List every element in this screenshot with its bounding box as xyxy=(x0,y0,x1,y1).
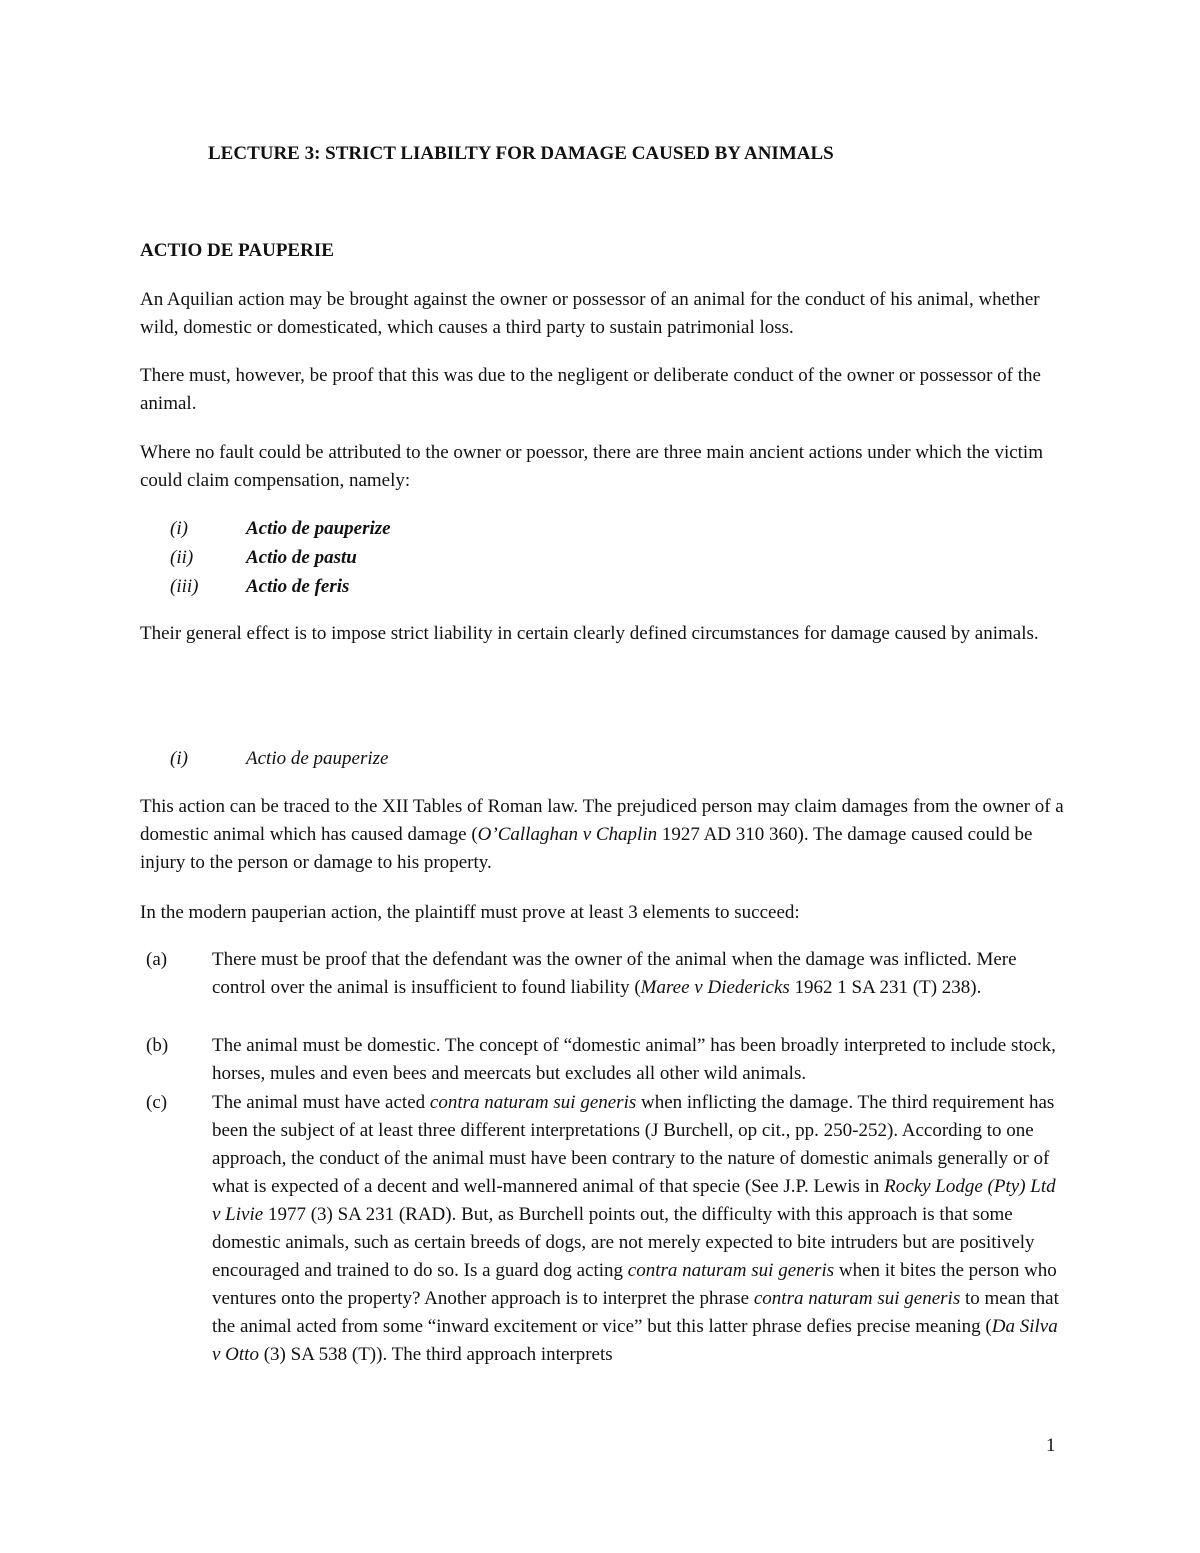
list-item-number: (i) xyxy=(170,518,188,539)
list-item-label: Actio de pastu xyxy=(246,547,357,568)
paragraph-general-effect: Their general effect is to impose strict liability in certain clearly defined circumstances for damage caused by animals. xyxy=(140,623,1039,644)
paragraph-proof: There must, however, be proof that this was due to the negligent or deliberate conduct of the owner or possessor of the animal. xyxy=(140,365,1041,414)
paragraph-aquilian-action: An Aquilian action may be brought against the owner or possessor of an animal for the conduct of his animal, whether wild, domestic or domesticated, which causes a third party to sustain patrimonial loss. xyxy=(140,289,1040,338)
document-title: LECTURE 3: STRICT LIABILTY FOR DAMAGE CAUSED BY ANIMALS xyxy=(208,143,834,164)
element-text: The animal must be domestic. The concept of “domestic animal” has been broadly interpreted to include stock, horses, mules and even bees and meercats but excludes all other wild animals. xyxy=(212,1035,1056,1084)
element-text: There must be proof that the defendant was the owner of the animal when the damage was inflicted. Mere control over the animal is insufficient to found liability (Maree v Diedericks 1962 1 SA 231 (T) 238). xyxy=(212,949,1017,998)
element-letter: (a) xyxy=(146,949,168,970)
paragraph-ancient-actions: Where no fault could be attributed to the owner or poessor, there are three main ancient actions under which the victim could claim compensation, namely: xyxy=(140,442,1043,491)
element-letter: (b) xyxy=(146,1035,169,1056)
case-citation: Maree v Diedericks xyxy=(640,977,790,998)
subsection-number: (i) xyxy=(170,748,188,769)
case-citation: Rocky Lodge (Pty) Ltd v Livie xyxy=(212,1176,1056,1225)
list-item-number: (ii) xyxy=(170,547,194,568)
paragraph-xii-tables: This action can be traced to the XII Tables of Roman law. The prejudiced person may claim damages from the owner of a domestic animal which has caused damage (O’Callaghan v Chaplin 1927 AD 310 360). The damage caused could be injury to the person or damage to his property. xyxy=(140,796,1064,873)
page-number: 1 xyxy=(1046,1435,1056,1456)
case-citation: O’Callaghan v Chaplin xyxy=(477,824,658,845)
list-item-number: (iii) xyxy=(170,576,199,597)
case-citation: Da Silva v Otto xyxy=(212,1316,1058,1365)
list-item-label: Actio de feris xyxy=(246,576,350,597)
list-item-label: Actio de pauperize xyxy=(246,518,391,539)
subsection-label: Actio de pauperize xyxy=(246,748,389,769)
element-letter: (c) xyxy=(146,1092,168,1113)
section-heading: ACTIO DE PAUPERIE xyxy=(140,240,334,261)
element-text: The animal must have acted contra naturam sui generis when inflicting the damage. The third requirement has been the subject of at least three different interpretations (J Burchell, op cit., pp. 250-252). According to one approach, the conduct of the animal must have been contrary to the nature of domestic animals generally or of what is expected of a decent and well-mannered animal of that specie (See J.P. Lewis in Rocky Lodge (Pty) Ltd v Livie 1977 (3) SA 231 (RAD). But, as Burchell points out, the difficulty with this approach is that some domestic animals, such as certain breeds of dogs, are not merely expected to bite intruders but are positively encouraged and trained to do so. Is a guard dog acting contra naturam sui generis when it bites the person who ventures onto the property? Another approach is to interpret the phrase contra naturam sui generis to mean that the animal acted from some “inward excitement or vice” but this latter phrase defies precise meaning (Da Silva v Otto (3) SA 538 (T)). The third approach interprets xyxy=(212,1092,1059,1365)
paragraph-modern-action: In the modern pauperian action, the plaintiff must prove at least 3 elements to succeed: xyxy=(140,902,800,923)
